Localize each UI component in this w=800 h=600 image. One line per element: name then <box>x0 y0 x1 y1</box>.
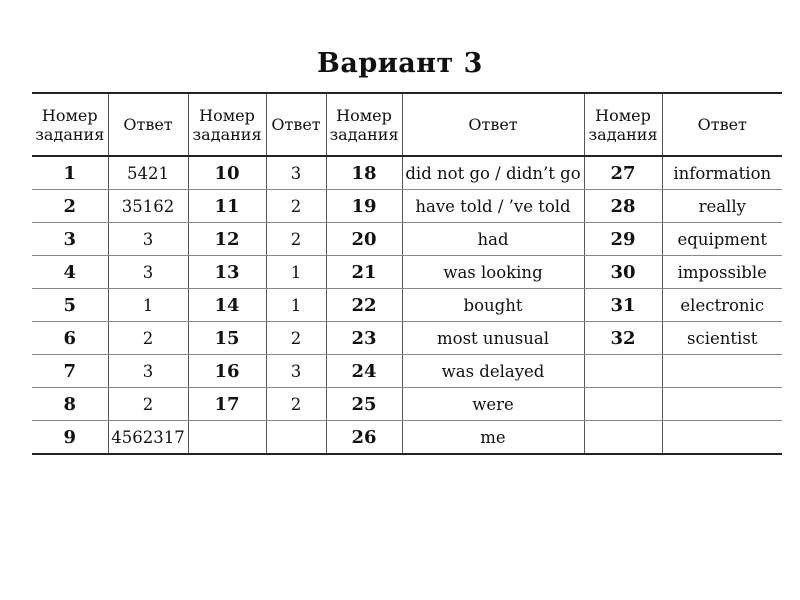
answer-cell <box>662 421 782 455</box>
answer-cell: have told / ’ve told <box>402 190 584 223</box>
task-number-cell: 32 <box>584 322 662 355</box>
task-number-cell: 7 <box>32 355 108 388</box>
column-header-task-number: Номер задания <box>584 93 662 156</box>
task-number-cell: 26 <box>326 421 402 455</box>
task-number-cell: 8 <box>32 388 108 421</box>
task-number-cell: 4 <box>32 256 108 289</box>
answer-cell: 4562317 <box>108 421 188 455</box>
answer-cell: 1 <box>266 256 326 289</box>
column-header-task-number: Номер задания <box>326 93 402 156</box>
table-row <box>32 256 782 289</box>
table-row <box>32 322 782 355</box>
task-number-cell <box>584 355 662 388</box>
column-header-answer: Ответ <box>402 93 584 156</box>
answer-cell: 2 <box>266 190 326 223</box>
table-row <box>32 355 782 388</box>
answer-cell: 2 <box>266 223 326 256</box>
task-number-cell: 15 <box>188 322 266 355</box>
task-number-cell: 6 <box>32 322 108 355</box>
task-number-cell: 12 <box>188 223 266 256</box>
table-row <box>32 223 782 256</box>
task-number-cell: 18 <box>326 156 402 190</box>
answer-cell <box>662 388 782 421</box>
task-number-cell: 27 <box>584 156 662 190</box>
table-row <box>32 289 782 322</box>
task-number-cell: 21 <box>326 256 402 289</box>
task-number-cell: 22 <box>326 289 402 322</box>
answer-cell: 2 <box>266 322 326 355</box>
answer-cell: did not go / didn’t go <box>402 156 584 190</box>
column-header-task-number: Номер задания <box>32 93 108 156</box>
answer-cell: impossible <box>662 256 782 289</box>
task-number-cell: 13 <box>188 256 266 289</box>
answer-cell <box>266 421 326 455</box>
answer-cell: was looking <box>402 256 584 289</box>
task-number-cell: 28 <box>584 190 662 223</box>
table-row <box>32 156 782 190</box>
table-row <box>32 388 782 421</box>
answer-cell: 2 <box>266 388 326 421</box>
answer-cell: 1 <box>108 289 188 322</box>
task-number-cell: 17 <box>188 388 266 421</box>
answer-cell: 1 <box>266 289 326 322</box>
task-number-cell: 3 <box>32 223 108 256</box>
answer-cell: had <box>402 223 584 256</box>
task-number-cell: 16 <box>188 355 266 388</box>
task-number-cell: 31 <box>584 289 662 322</box>
task-number-cell: 25 <box>326 388 402 421</box>
column-header-answer: Ответ <box>108 93 188 156</box>
header-row <box>32 93 782 156</box>
answer-cell: equipment <box>662 223 782 256</box>
answer-cell: 2 <box>108 388 188 421</box>
task-number-cell: 20 <box>326 223 402 256</box>
answer-cell: 3 <box>108 256 188 289</box>
answer-table <box>32 92 782 455</box>
task-number-cell: 5 <box>32 289 108 322</box>
column-header-answer: Ответ <box>266 93 326 156</box>
answer-cell: 3 <box>108 223 188 256</box>
answer-cell: 3 <box>266 156 326 190</box>
answer-cell: 3 <box>266 355 326 388</box>
answer-cell: 3 <box>108 355 188 388</box>
task-number-cell: 11 <box>188 190 266 223</box>
task-number-cell: 2 <box>32 190 108 223</box>
answer-cell: was delayed <box>402 355 584 388</box>
table-row <box>32 190 782 223</box>
answer-cell: 2 <box>108 322 188 355</box>
answer-cell: really <box>662 190 782 223</box>
answer-cell: most unusual <box>402 322 584 355</box>
page-title: Вариант 3 <box>317 48 483 79</box>
table-row <box>32 421 782 455</box>
task-number-cell: 30 <box>584 256 662 289</box>
answer-cell <box>662 355 782 388</box>
task-number-cell: 19 <box>326 190 402 223</box>
task-number-cell: 24 <box>326 355 402 388</box>
answer-cell: information <box>662 156 782 190</box>
answer-cell: 35162 <box>108 190 188 223</box>
task-number-cell: 9 <box>32 421 108 455</box>
task-number-cell: 10 <box>188 156 266 190</box>
answer-cell: were <box>402 388 584 421</box>
answer-cell: bought <box>402 289 584 322</box>
answer-cell: electronic <box>662 289 782 322</box>
answer-cell: scientist <box>662 322 782 355</box>
task-number-cell: 23 <box>326 322 402 355</box>
answer-cell: me <box>402 421 584 455</box>
task-number-cell <box>584 388 662 421</box>
task-number-cell <box>584 421 662 455</box>
answer-cell: 5421 <box>108 156 188 190</box>
column-header-answer: Ответ <box>662 93 782 156</box>
task-number-cell: 14 <box>188 289 266 322</box>
column-header-task-number: Номер задания <box>188 93 266 156</box>
task-number-cell: 29 <box>584 223 662 256</box>
task-number-cell <box>188 421 266 455</box>
task-number-cell: 1 <box>32 156 108 190</box>
